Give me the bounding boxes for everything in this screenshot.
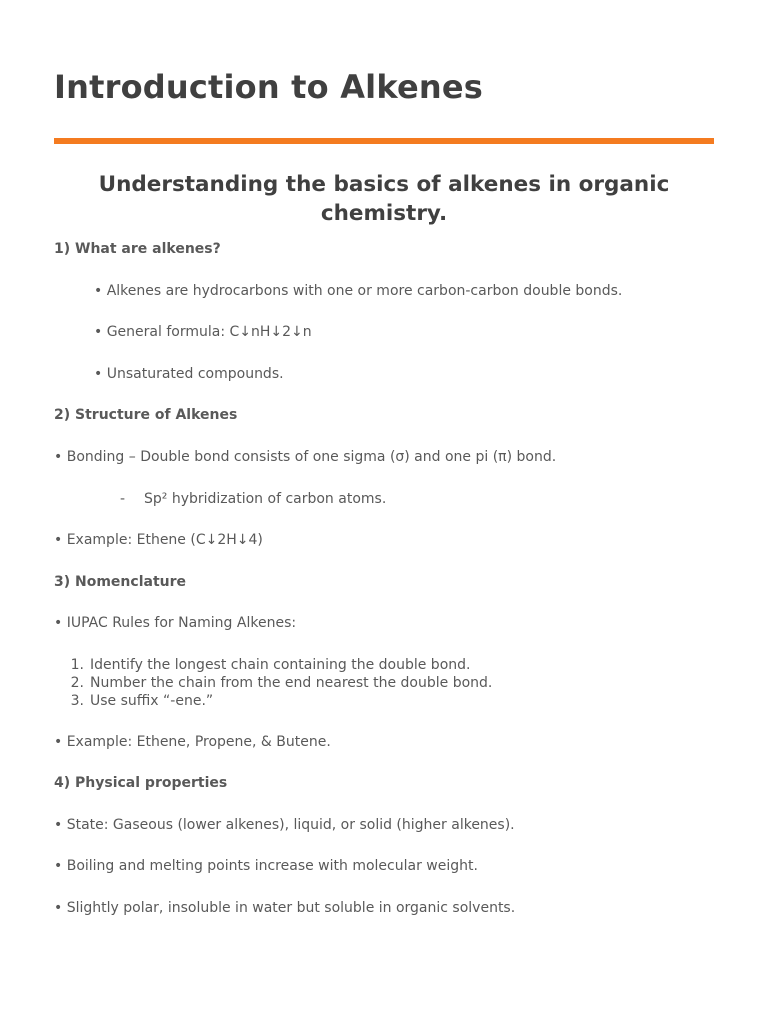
bullet-unsaturated: • Unsaturated compounds. <box>94 366 284 382</box>
numbered-step <box>62 692 213 710</box>
section-heading-structure: 2) Structure of Alkenes <box>54 407 238 423</box>
page-subtitle: Understanding the basics of alkenes in organic chemistry. <box>98 172 670 226</box>
step-text: Use suffix “-ene.” <box>90 693 214 709</box>
title-divider <box>54 138 714 144</box>
bullet-example-ethene: • Example: Ethene (C↓2H↓4) <box>54 532 263 548</box>
sub-item-marker: - <box>120 491 126 507</box>
section-heading-nomenclature: 3) Nomenclature <box>54 574 187 590</box>
step-number: 1. <box>70 657 84 673</box>
step-text: Identify the longest chain containing the double bond. <box>90 657 471 673</box>
bullet-iupac-rules: • IUPAC Rules for Naming Alkenes: <box>54 615 297 631</box>
bullet-bonding: • Bonding – Double bond consists of one sigma (σ) and one pi (π) bond. <box>54 449 557 465</box>
bullet-solubility: • Slightly polar, insoluble in water but soluble in organic solvents. <box>54 900 516 916</box>
step-number: 3. <box>70 693 84 709</box>
numbered-step <box>62 674 492 692</box>
numbered-step <box>62 656 470 674</box>
bullet-definition: • Alkenes are hydrocarbons with one or more carbon-carbon double bonds. <box>94 283 623 299</box>
sub-item-hybridization: Sp² hybridization of carbon atoms. <box>144 491 387 507</box>
bullet-state: • State: Gaseous (lower alkenes), liquid, or solid (higher alkenes). <box>54 817 515 833</box>
bullet-example-names: • Example: Ethene, Propene, & Butene. <box>54 734 331 750</box>
step-number: 2. <box>70 675 84 691</box>
bullet-boiling-points: • Boiling and melting points increase with molecular weight. <box>54 858 478 874</box>
bullet-general-formula: • General formula: C↓nH↓2↓n <box>94 324 312 340</box>
page-title: Introduction to Alkenes <box>54 68 483 106</box>
step-text: Number the chain from the end nearest the double bond. <box>90 675 493 691</box>
section-heading-what-are-alkenes: 1) What are alkenes? <box>54 241 221 257</box>
section-heading-physical-properties: 4) Physical properties <box>54 775 228 791</box>
